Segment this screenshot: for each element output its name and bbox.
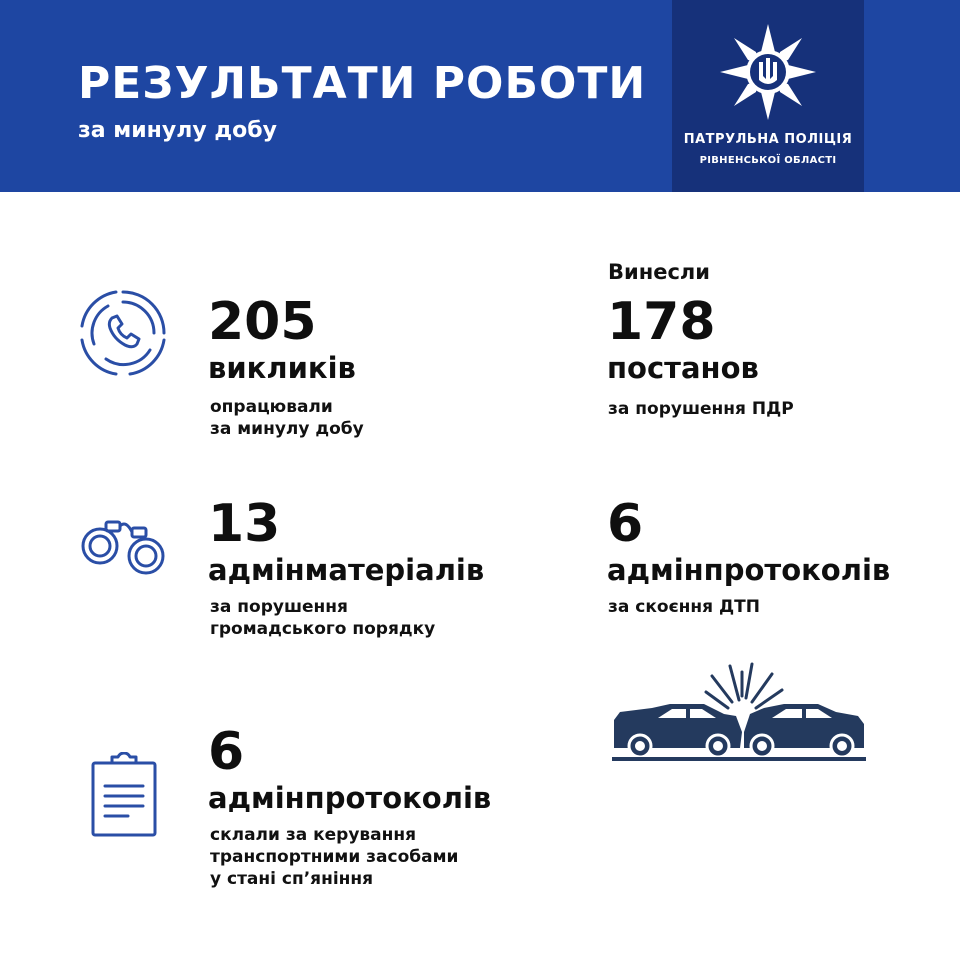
calls-unit: викликів xyxy=(208,351,356,385)
page-title: РЕЗУЛЬТАТИ РОБОТИ xyxy=(78,58,647,109)
calls-value: 205 xyxy=(208,292,317,352)
accident-protocols-desc-line1: за скоєння ДТП xyxy=(608,597,760,617)
car-crash-icon xyxy=(612,662,866,762)
decisions-prefix: Винесли xyxy=(608,260,711,284)
logo-panel xyxy=(672,0,864,192)
admin-materials-desc-line1: за порушення xyxy=(210,597,348,617)
calls-desc-line1: опрацювали xyxy=(210,397,333,417)
handcuffs-icon xyxy=(78,512,170,582)
accident-protocols-value: 6 xyxy=(607,494,644,554)
clipboard-icon xyxy=(90,752,158,838)
calls-desc-line2: за минулу добу xyxy=(210,419,364,439)
admin-materials-value: 13 xyxy=(208,494,281,554)
drunk-protocols-desc-line2: транспортними засобами xyxy=(210,847,459,867)
drunk-protocols-desc-line1: склали за керування xyxy=(210,825,417,845)
decisions-desc-line1: за порушення ПДР xyxy=(608,399,794,419)
police-star-icon xyxy=(718,22,818,122)
accident-protocols-unit: адмінпротоколів xyxy=(607,553,891,587)
drunk-protocols-value: 6 xyxy=(208,722,245,782)
logo-text-line1: ПАТРУЛЬНА ПОЛІЦІЯ xyxy=(683,132,853,147)
header-banner xyxy=(0,0,960,192)
decisions-unit: постанов xyxy=(607,351,759,385)
phone-icon xyxy=(78,288,168,378)
drunk-protocols-desc-line3: у стані сп’яніння xyxy=(210,869,374,889)
admin-materials-unit: адмінматеріалів xyxy=(208,553,485,587)
page-subtitle: за минулу добу xyxy=(78,118,277,143)
logo-text-line2: РІВНЕНСЬКОЇ ОБЛАСТІ xyxy=(699,155,837,166)
decisions-value: 178 xyxy=(607,292,716,352)
drunk-protocols-unit: адмінпротоколів xyxy=(208,781,492,815)
admin-materials-desc-line2: громадського порядку xyxy=(210,619,436,639)
